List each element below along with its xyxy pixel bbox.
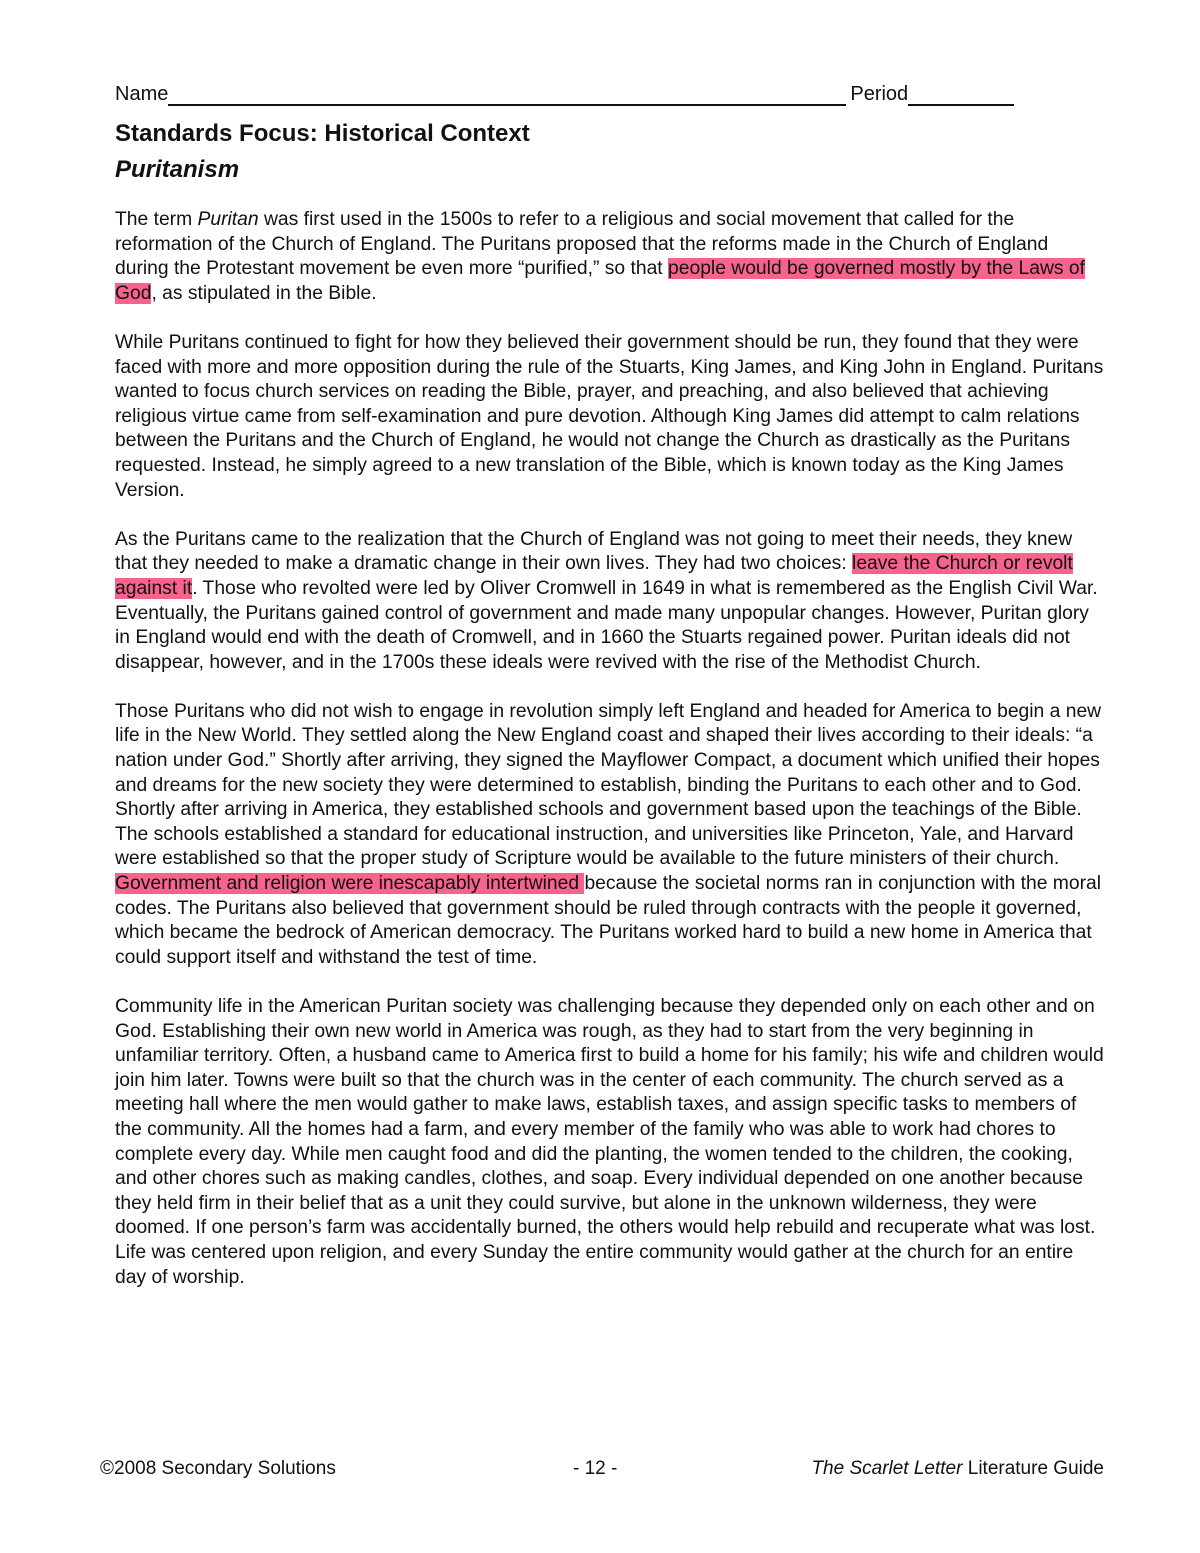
page-footer [100, 1458, 1104, 1480]
paragraph-5: Community life in the American Puritan society was challenging because they depended only on each other and on God. Establishing their own new world in America was rough, as they had to start from the very beginning in unfamiliar territory. Often, a husband came to America first to build a home for his family; his wife and children would join him later. Towns were built so that the church was in the center of each community. The church served as a meeting hall where the men would gather to make laws, establish taxes, and assign specific tasks to members of the community. All the homes had a farm, and every member of the family who was able to work had chores to complete every day. While men caught food and did the planting, the women tended to the children, the cooking, and other chores such as making candles, clothes, and soap. Every individual depended on one another because they held firm in their belief that as a unit they could survive, but alone in the unknown wilderness, they were doomed. If one person’s farm was accidentally burned, the others would help rebuild and recuperate what was lost. Life was centered upon religion, and every Sunday the entire community would gather at the church for an entire day of worship. [115, 996, 1104, 1288]
p4-text-b: because the societal norms ran in conjunction with the moral codes. The Puritans also believed that government should be ruled through contracts with the people it governed, which became the bedrock of American democracy. The Puritans worked hard to build a new home in America that could support itself and withstand the test of time. [115, 873, 1102, 968]
body-text [115, 208, 1105, 1290]
footer-page-number: - 12 - [573, 1458, 618, 1479]
paragraph-4 [115, 700, 1105, 971]
footer-book-italic: The Scarlet Letter [811, 1458, 963, 1479]
p1-text-c: was first used in the 1500s to refer to a religious and social movement that called for the reformation of the Church of England. The Puritans proposed that the reforms made in the Church of England during the Protestant movement be even more “purified,” so that [115, 209, 1049, 280]
footer-copyright: ©2008 Secondary Solutions [100, 1458, 336, 1479]
name-period-row [115, 78, 1105, 106]
document-page [115, 78, 1105, 1315]
paragraph-1 [115, 208, 1105, 306]
page-subtitle: Puritanism [115, 156, 240, 183]
period-blank-line[interactable] [908, 82, 1014, 106]
p1-italic-term: Puritan [197, 209, 259, 230]
period-label: Period [850, 83, 909, 105]
p1-text-a: The term [115, 209, 198, 230]
p1-text-d: , as stipulated in the Bible. [151, 282, 377, 304]
page-title: Standards Focus: Historical Context [115, 120, 530, 147]
p3-text-a: As the Puritans came to the realization that the Church of England was not going to meet their needs, they knew that they needed to make a dramatic change in their own lives. They had two choices: [115, 528, 1073, 575]
paragraph-2: While Puritans continued to fight for how they believed their government should be run, they found that they were faced with more and more opposition during the rule of the Stuarts, King James, and King John in England. Puritans wanted to focus church services on reading the Bible, prayer, and preaching, and also believed that achieving religious virtue came from self-examination and pure devotion. Although King James did attempt to calm relations between the Puritans and the Church of England, he would not change the Church as drastically as the Puritans requested. Instead, he simply agreed to a new translation of the Bible, which is known today as the King James Version. [115, 331, 1104, 501]
paragraph-3 [115, 528, 1105, 676]
name-label: Name [115, 83, 169, 105]
p4-text-a: Those Puritans who did not wish to engage in revolution simply left England and headed for America to begin a new life in the New World. They settled along the New England coast and shaped their lives according to their ideals: “a nation under God.” Shortly after arriving, they signed the Mayflower Compact, a document which unified their hopes and dreams for the new society they were determined to establish, binding the Puritans to each other and to God. Shortly after arriving in America, they established schools and government based upon the teachings of the Bible. The schools established a standard for educational instruction, and universities like Princeton, Yale, and Harvard were established so that the proper study of Scripture would be available to the future ministers of their church. [115, 700, 1102, 870]
p4-highlight: Government and religion were inescapably intertwined [115, 873, 585, 895]
footer-book-title [811, 1458, 1104, 1480]
p3-highlight: leave the Church or revolt against it [115, 553, 1073, 599]
footer-book-rest: Literature Guide [962, 1458, 1104, 1479]
name-blank-line[interactable] [168, 82, 846, 106]
p1-highlight: people would be governed mostly by the Laws of God [115, 258, 1085, 304]
p3-text-b: . Those who revolted were led by Oliver Cromwell in 1649 in what is remembered as the English Civil War. Eventually, the Puritans gained control of government and made many unpopular changes. However, Puritan glory in England would end with the death of Cromwell, and in 1660 the Stuarts regained power. Puritan ideals did not disappear, however, and in the 1700s these ideals were revived with the rise of the Methodist Church. [115, 577, 1098, 673]
